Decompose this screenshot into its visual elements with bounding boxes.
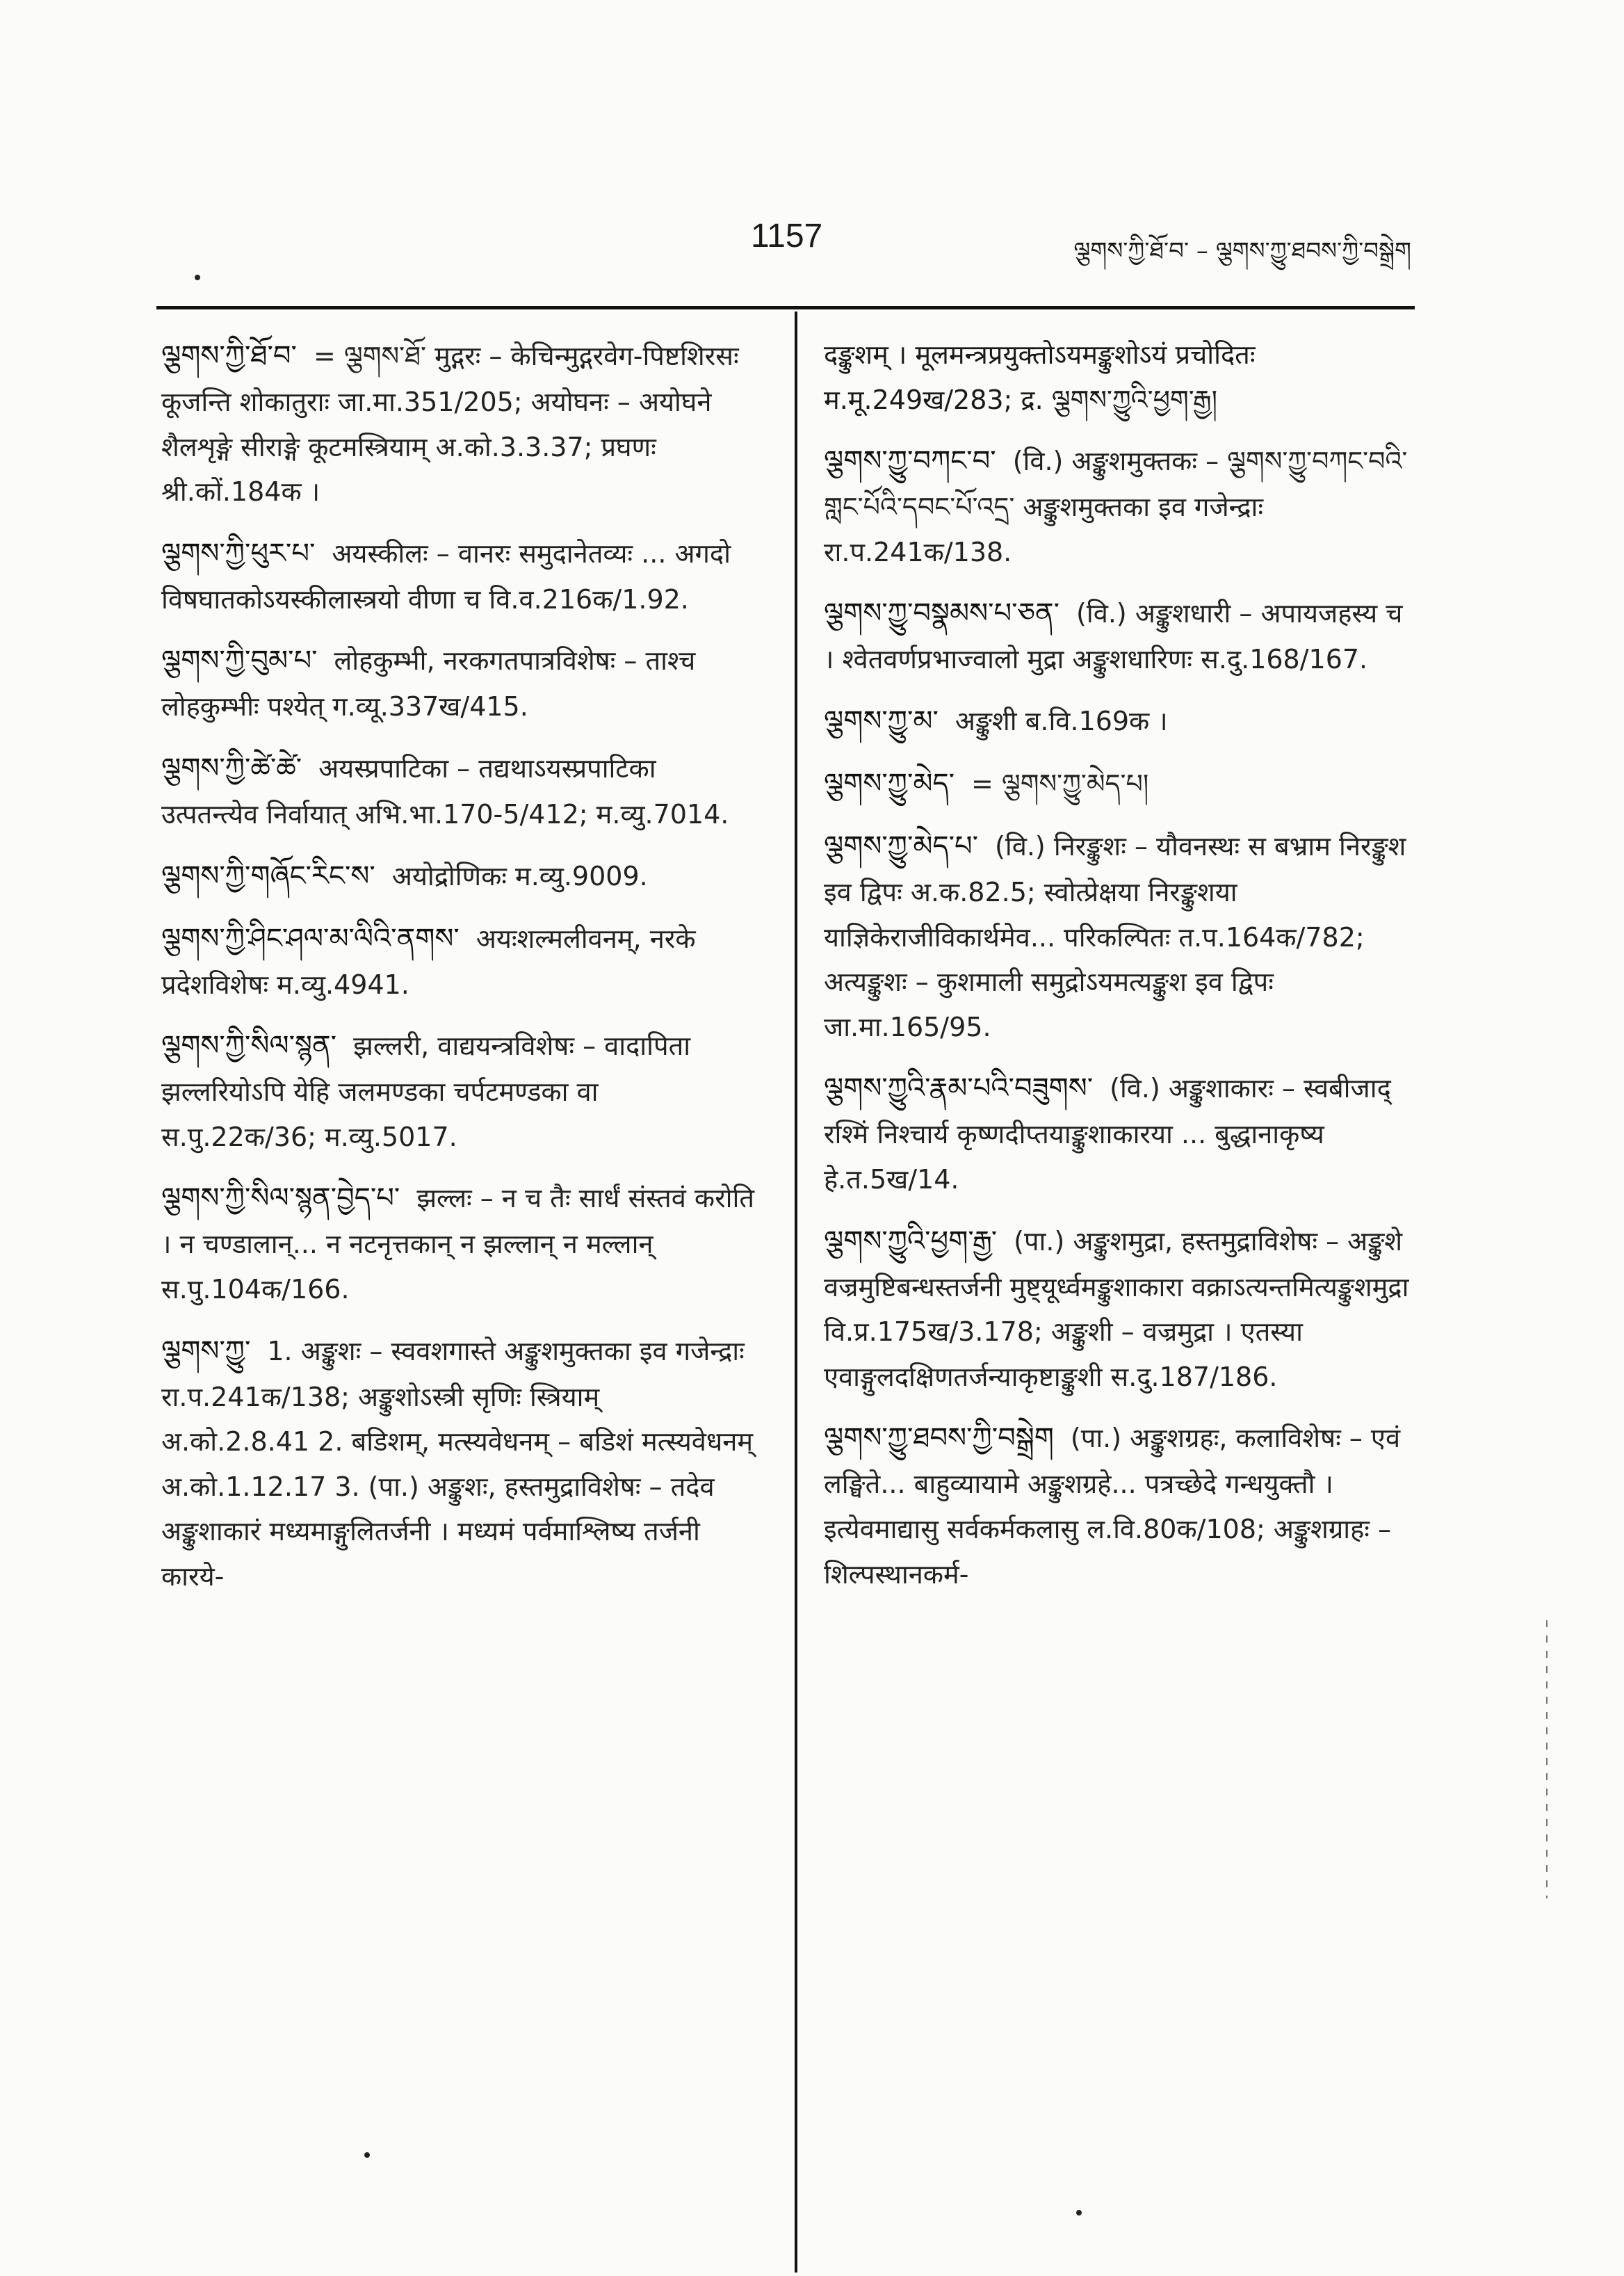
header-rule	[156, 306, 1415, 309]
entry-term: ལྕགས་ཀྱུའི་རྣམ་པའི་བཟུགས་	[824, 1072, 1094, 1105]
entry-text: लोहकुम्भी, नरकगतपात्रविशेषः – ताश्च लोहकुम्भीः पश्येत् ग.व्यू.337ख/415.	[161, 645, 696, 723]
entry-text: (पा.) अङ्कुशग्रहः, कलाविशेषः – एवं लङ्घिते... बाहुव्यायामे अङ्कुशग्रहे... पत्रच्छेदे गन्धयुक्तौ । इत्येवमाद्यासु सर्वकर्मकलासु ल.वि.80क/108; अङ्कुशग्राहः – शिल्पस्थानकर्म-	[824, 1423, 1401, 1590]
dictionary-entry	[824, 760, 1415, 807]
entry-text: अयःशल्मलीवनम्, नरके प्रदेशविशेषः म.व्यु.4941.	[161, 923, 696, 1000]
entry-text: 1. अङ्कुशः – स्ववशगास्ते अङ्कुशमुक्तका इव गजेन्द्राः रा.प.241क/138; अङ्कुशोऽस्त्री सृणिः स्त्रियाम् अ.को.2.8.41 2. बडिशम्, मत्स्यवेधनम् – बडिशं मत्स्यवेधनम् अ.को.1.12.17 3. (पा.) अङ्कुशः, हस्तमुद्राविशेषः – तदेव अङ्कुशाकारं मध्यमाङ्गुलितर्जनी । मध्यमं पर्वमाश्लिष्य तर्जनी कारये-	[161, 1335, 754, 1592]
entry-term: ལྕགས་ཀྱི་སིལ་སྙན་	[161, 1030, 337, 1063]
page-number: 1157	[751, 218, 823, 255]
entry-term: ལྕགས་ཀྱུ་མེད་	[824, 767, 955, 800]
speck-mark	[364, 2152, 370, 2158]
dictionary-entry	[824, 1414, 1415, 1597]
entry-text: (वि.) अङ्कुशमुक्तकः – ལྕགས་ཀྱུ་བཀང་བའི་གླང་པོའི་དབང་པོ་འདྲ་ अङ्कुशमुक्तका इव गजेन्द्राः रा.प.241क/138.	[824, 446, 1408, 567]
entry-term: ལྕགས་ཀྱི་བུམ་པ་	[161, 645, 318, 677]
entry-text: अयोद्रोणिकः म.व्यु.9009.	[391, 860, 648, 891]
dictionary-entry	[824, 697, 1415, 745]
dictionary-entry	[161, 1175, 756, 1311]
left-column	[161, 332, 756, 1615]
entry-term: ལྕགས་ཀྱུ་མ་	[824, 704, 939, 737]
right-column	[824, 332, 1415, 1612]
dictionary-entry	[824, 1065, 1415, 1202]
dictionary-entry	[824, 590, 1415, 682]
entry-text: (वि.) निरङ्कुशः – यौवनस्थः स बभ्राम निरङ्कुश इव द्विपः अ.क.82.5; स्वोत्प्रेक्षया निरङ्कुशया याज्ञिकेराजीविकार्थमेव... परिकल्पितः त.प.164क/782; अत्यङ्कुशः – कुशमाली समुद्रोऽयमत्यङ्कुश इव द्विपः जा.मा.165/95.	[824, 830, 1406, 1042]
entry-term: ལྕགས་ཀྱི་གཞོང་རིང་ས་	[161, 859, 375, 892]
entry-term: ལྕགས་ཀྱུ་	[161, 1334, 251, 1367]
dictionary-entry	[161, 745, 756, 837]
entry-term: ལྕགས་ཀྱི་ཐོ་བ་	[161, 340, 297, 372]
entry-text: झल्लः – न च तैः सार्धं संस्तवं करोति । न चण्डालान्... न नटनृत्तकान् न झल्लान् न मल्लान् स.पु.104क/166.	[161, 1183, 754, 1305]
entry-term: ལྕགས་ཀྱི་ཤིང་ཤལ་མ་ལིའི་ནགས་	[161, 922, 460, 955]
entry-term: ལྕགས་ཀྱི་སིལ་སྙན་བྱེད་པ་	[161, 1182, 400, 1215]
entry-term: ལྕགས་ཀྱི་ཚེ་ཚེ་	[161, 752, 302, 784]
page-header	[160, 209, 1411, 278]
entry-text: अङ्कुशी ब.वि.169क ।	[955, 705, 1168, 736]
entry-text: (वि.) अङ्कुशाकारः – स्वबीजाद् रश्मिं निश्चार्य कृष्णदीप्तयाङ्कुशाकारया ... बुद्धानाकृष्य हे.त.5ख/14.	[824, 1073, 1391, 1195]
speck-mark	[195, 275, 200, 280]
entry-text: = ལྕགས་ཀྱུ་མེད་པ།	[971, 768, 1149, 799]
dictionary-entry	[161, 915, 756, 1008]
entry-continuation: दङ्कुशम् । मूलमन्त्रप्रयुक्तोऽयमङ्कुशोऽयं प्रचोदितः म.मू.249ख/283; द्र. ལྕགས་ཀྱུའི་ཕྱག་རྒྱ།	[824, 339, 1256, 415]
entry-text: अयस्प्रपाटिका – तद्यथाऽयस्प्रपाटिका उत्पतन्त्येव निर्वायात् अभि.भा.170-5/412; म.व्यु.7014.	[161, 752, 729, 830]
dictionary-entry	[824, 823, 1415, 1049]
margin-dash-line	[1546, 1620, 1548, 1898]
dictionary-entry	[161, 332, 756, 515]
entry-term: ལྕགས་ཀྱུ་བསྣམས་པ་ཅན་	[824, 597, 1060, 630]
dictionary-entry	[161, 530, 756, 622]
speck-mark	[1076, 2210, 1082, 2216]
dictionary-entry	[161, 853, 756, 900]
dictionary-entry	[161, 1327, 756, 1599]
entry-text: = ལྕགས་ཐོ་ मुद्गरः – केचिन्मुद्गरवेग-पिष्टशिरसः कूजन्ति शोकातुराः जा.मा.351/205; अयोघनः – अयोघने शैलशृङ्गे सीराङ्गे कूटमस्त्रियाम् अ.को.3.3.37; प्रघणः श्री.कों.184क ।	[161, 341, 739, 508]
running-head: ལྕགས་ཀྱི་ཐོ་བ་ – ལྕགས་ཀྱུ་ཐབས་ཀྱི་བསྒྲེག	[1073, 237, 1411, 265]
entry-term: ལྕགས་ཀྱུའི་ཕྱག་རྒྱ་	[824, 1225, 998, 1257]
dictionary-entry	[824, 437, 1415, 574]
entry-term: ལྕགས་ཀྱུ་ཐབས་ཀྱི་བསྒྲེག	[824, 1422, 1054, 1455]
entry-term: ལྕགས་ཀྱི་ཕུར་པ་	[161, 537, 316, 570]
entry-text: (पा.) अङ्कुशमुद्रा, हस्तमुद्राविशेषः – अङ्कुशे वज्रमुष्टिबन्धस्तर्जनी मुष्ट्यूर्ध्वमङ्कुशाकारा वक्राऽत्यन्तमित्यङ्कुशमुद्रा वि.प्र.175ख/3.178; अङ्कुशी – वज्रमुद्रा । एतस्या एवाङ्गुलदक्षिणतर्जन्याकृष्टाङ्कुशी स.दु.187/186.	[824, 1225, 1409, 1392]
column-divider	[795, 312, 797, 2273]
entry-term: ལྕགས་ཀྱུ་བཀང་བ་	[824, 445, 996, 478]
entry-text: अयस्कीलः – वानरः समुदानेतव्यः ... अगदो विषघातकोऽयस्कीलास्त्रयो वीणा च वि.व.216क/1.92.	[161, 538, 731, 615]
entry-text: झल्लरी, वाद्ययन्त्रविशेषः – वादापिता झल्लरियोऽपि येहि जलमण्डका चर्पटमण्डका वा स.पु.22क/36; म.व्यु.5017.	[161, 1031, 691, 1152]
entry-text: (वि.) अङ्कुशधारी – अपायजहस्य च । श्वेतवर्णप्रभाज्वालो मुद्रा अङ्कुशधारिणः स.दु.168/167.	[824, 598, 1403, 675]
dictionary-entry	[161, 637, 756, 729]
entry-term: ལྕགས་ཀྱུ་མེད་པ་	[824, 830, 979, 862]
dictionary-entry	[824, 1218, 1415, 1400]
dictionary-entry	[161, 1022, 756, 1159]
